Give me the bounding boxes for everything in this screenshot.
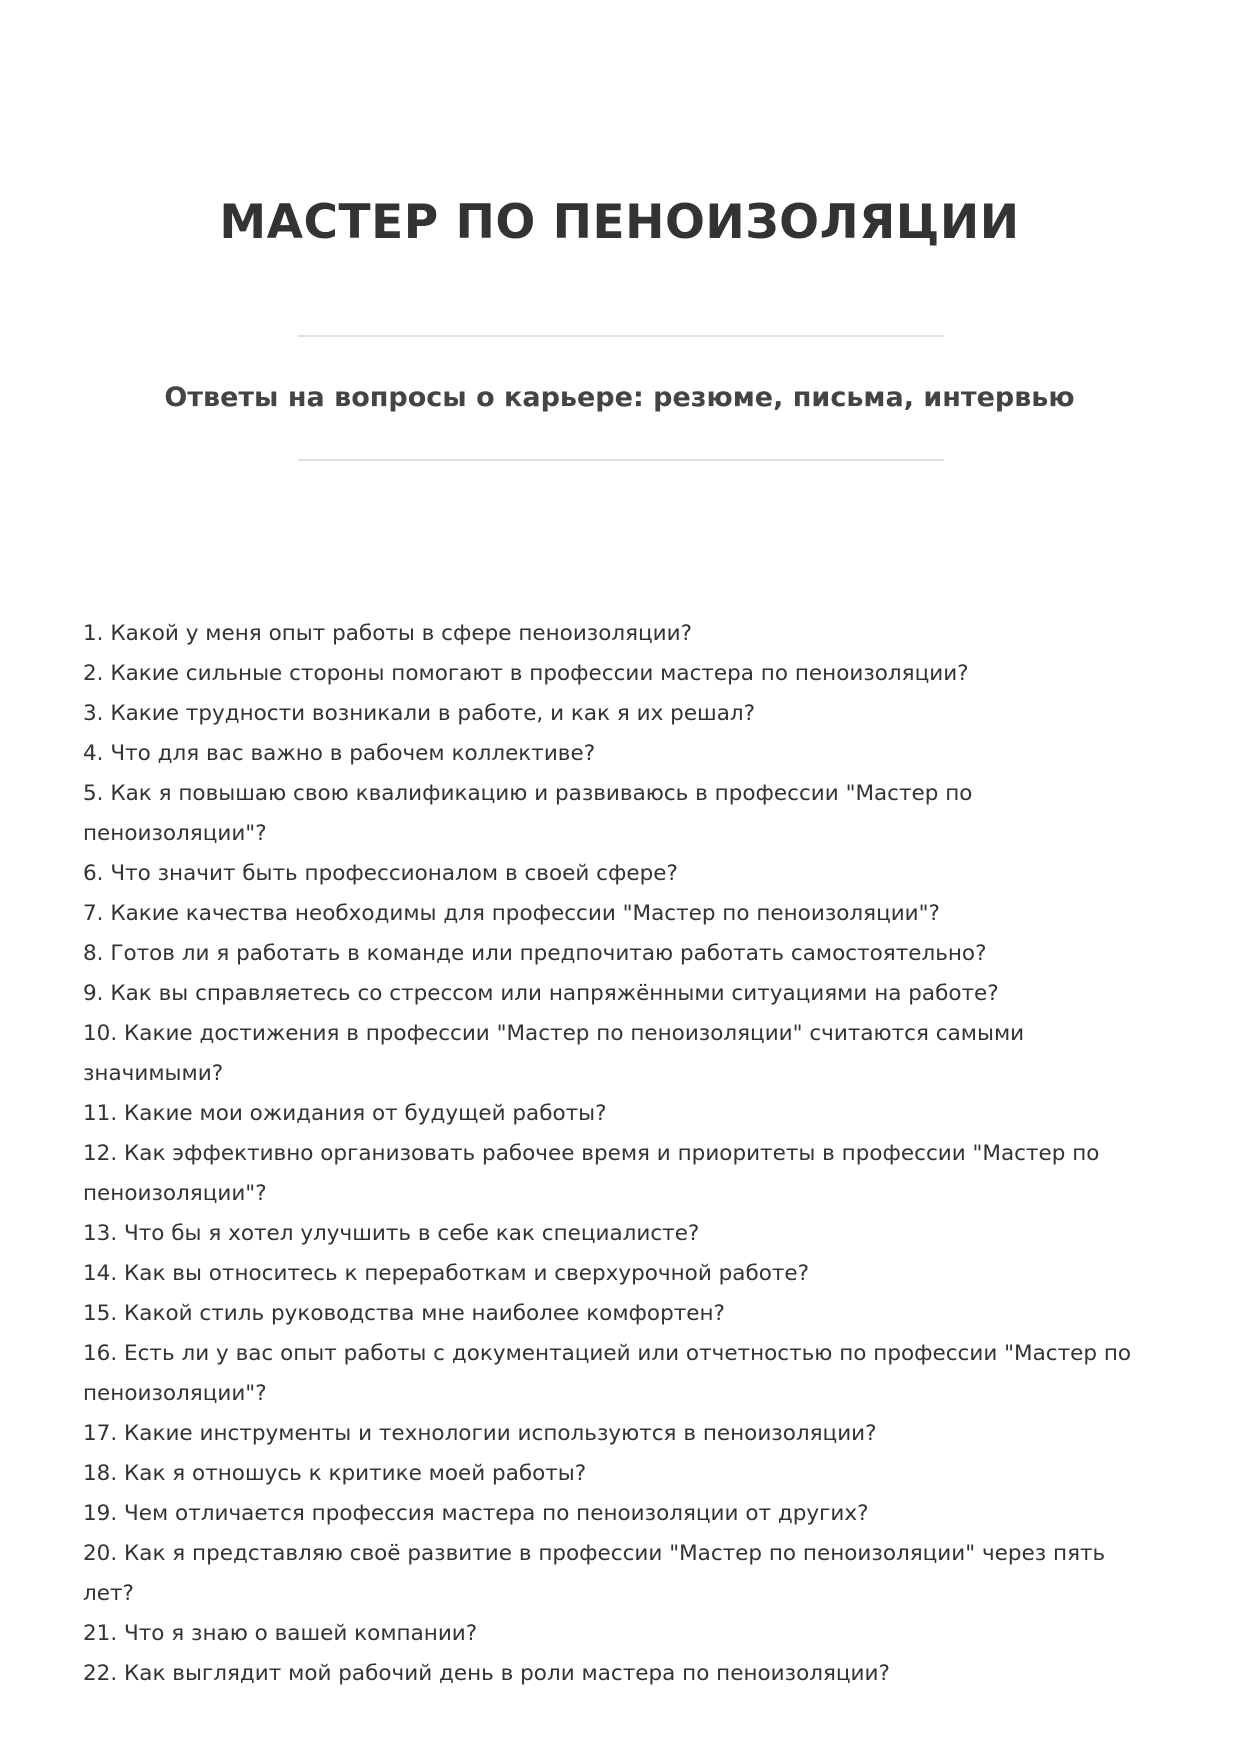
- question-item: 19. Чем отличается профессия мастера по пеноизоляции от других?: [83, 1501, 869, 1526]
- question-item: 9. Как вы справляетесь со стрессом или напряжёнными ситуациями на работе?: [83, 981, 999, 1006]
- question-item: 16. Есть ли у вас опыт работы с документацией или отчетностью по профессии "Мастер по пеноизоляции"?: [83, 1341, 1132, 1406]
- question-item: 13. Что бы я хотел улучшить в себе как специалисте?: [83, 1221, 700, 1246]
- question-item: 17. Какие инструменты и технологии используются в пеноизоляции?: [83, 1421, 877, 1446]
- question-list: [83, 614, 1158, 1694]
- question-item: 10. Какие достижения в профессии "Мастер по пеноизоляции" считаются самыми значимыми?: [83, 1021, 1025, 1086]
- question-item: 2. Какие сильные стороны помогают в профессии мастера по пеноизоляции?: [83, 661, 969, 686]
- page-title: МАСТЕР ПО ПЕНОИЗОЛЯЦИИ: [219, 195, 1020, 250]
- question-item: 12. Как эффективно организовать рабочее время и приоритеты в профессии "Мастер по пеноизоляции"?: [83, 1141, 1100, 1206]
- page-subtitle: Ответы на вопросы о карьере: резюме, письма, интервью: [164, 382, 1075, 413]
- question-item: 11. Какие мои ожидания от будущей работы?: [83, 1101, 607, 1126]
- question-item: 20. Как я представляю своё развитие в профессии "Мастер по пеноизоляции" через пять лет?: [83, 1541, 1106, 1606]
- question-item: 22. Как выглядит мой рабочий день в роли мастера по пеноизоляции?: [83, 1661, 890, 1686]
- question-item: 18. Как я отношусь к критике моей работы?: [83, 1461, 587, 1486]
- question-item: 6. Что значит быть профессионалом в своей сфере?: [83, 861, 678, 886]
- question-item: 8. Готов ли я работать в команде или предпочитаю работать самостоятельно?: [83, 941, 987, 966]
- question-item: 21. Что я знаю о вашей компании?: [83, 1621, 478, 1646]
- divider-top: [298, 335, 944, 337]
- question-item: 3. Какие трудности возникали в работе, и как я их решал?: [83, 701, 756, 726]
- question-item: 15. Какой стиль руководства мне наиболее комфортен?: [83, 1301, 725, 1326]
- question-item: 7. Какие качества необходимы для профессии "Мастер по пеноизоляции"?: [83, 901, 940, 926]
- question-item: 4. Что для вас важно в рабочем коллективе?: [83, 741, 596, 766]
- divider-bottom: [298, 459, 944, 461]
- question-item: 1. Какой у меня опыт работы в сфере пеноизоляции?: [83, 621, 693, 646]
- question-item: 14. Как вы относитесь к переработкам и сверхурочной работе?: [83, 1261, 810, 1286]
- question-item: 5. Как я повышаю свою квалификацию и развиваюсь в профессии "Мастер по пеноизоляции"?: [83, 781, 973, 846]
